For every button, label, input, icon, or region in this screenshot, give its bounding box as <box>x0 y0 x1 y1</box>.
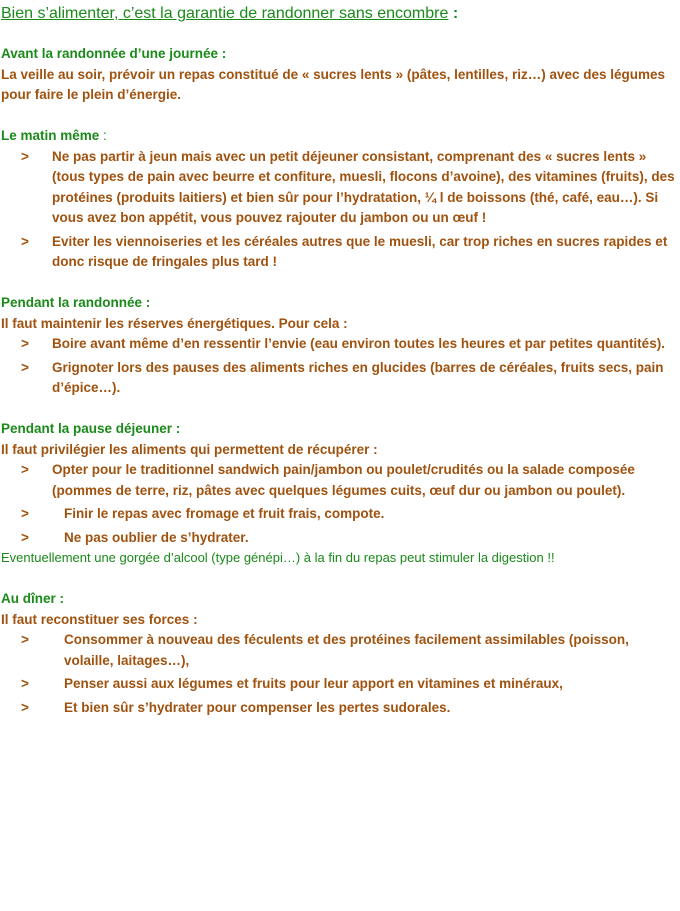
heading-matin-colon: : <box>99 128 107 143</box>
list-item-text: Boire avant même d’en ressentir l’envie (eau environ toutes les heures et par petites quantités). <box>52 336 665 351</box>
intro-pause: Il faut privilégier les aliments qui permettent de récupérer : <box>1 441 378 457</box>
spacer <box>1 569 680 590</box>
heading-pendant: Pendant la randonnée : <box>1 295 151 310</box>
list-item <box>1 504 680 525</box>
bullet-marker: > <box>21 336 29 351</box>
note-pause: Eventuellement une gorgée d’alcool (type génépi…) à la fin du repas peut stimuler la digestion !! <box>1 550 555 565</box>
list-item-text: Et bien sûr s’hydrater pour compenser les pertes sudorales. <box>64 699 451 715</box>
list-item <box>1 630 680 671</box>
list-item-text: Ne pas partir à jeun mais avec un petit déjeuner consistant, comprenant des « sucres lents » (tous types de pain avec beurre et confiture, muesli, flocons d’avoine), des vitamines (fruits), des protéines (produits laitiers) et bien sûr pour l’hydratation, ¼ l de boissons (thé, café, eau…). Si vous avez bon appétit, vous pouvez rajouter du jambon ou un œuf ! <box>52 148 675 225</box>
intro-diner: Il faut reconstituer ses forces : <box>1 611 198 627</box>
heading-diner: Au dîner : <box>1 591 64 606</box>
spacer <box>1 106 680 127</box>
heading-matin <box>1 126 680 147</box>
list-item-text: Ne pas oublier de s’hydrater. <box>64 529 249 545</box>
list-item <box>1 358 680 399</box>
bullet-marker: > <box>21 699 29 715</box>
list-item-text: Consommer à nouveau des féculents et des protéines facilement assimilables (poisson, volaille, laitages…), <box>64 632 629 668</box>
heading-pause: Pendant la pause déjeuner : <box>1 421 181 436</box>
heading-matin-label: Le matin même <box>1 128 100 143</box>
list-item <box>1 698 680 719</box>
list-item <box>1 528 680 549</box>
title-text: Bien s’alimenter, c’est la garantie de randonner sans encombre <box>1 5 449 22</box>
text-avant: La veille au soir, prévoir un repas constitué de « sucres lents » (pâtes, lentilles, riz…) avec des légumes pour faire le plein d’énergie. <box>1 66 666 102</box>
list-pendant <box>1 334 680 399</box>
section-diner <box>1 589 680 718</box>
bullet-marker: > <box>21 233 29 249</box>
list-matin <box>1 147 680 273</box>
list-item <box>1 334 680 355</box>
heading-avant: Avant la randonnée d’une journée : <box>1 46 227 61</box>
bullet-marker: > <box>21 632 29 647</box>
list-item-text: Eviter les viennoiseries et les céréales autres que le muesli, car trop riches en sucres rapides et donc risque de fringales plus tard ! <box>52 233 668 269</box>
section-pendant <box>1 293 680 399</box>
section-matin <box>1 126 680 273</box>
list-item-text: Penser aussi aux légumes et fruits pour leur apport en vitamines et minéraux, <box>64 676 563 691</box>
title-colon: : <box>448 5 459 22</box>
intro-pendant: Il faut maintenir les réserves énergétiques. Pour cela : <box>1 315 348 331</box>
bullet-marker: > <box>21 148 29 164</box>
list-item <box>1 147 680 229</box>
section-avant <box>1 44 680 106</box>
bullet-marker: > <box>21 506 29 521</box>
page-title <box>1 4 680 24</box>
bullet-marker: > <box>21 676 29 691</box>
spacer <box>1 273 680 294</box>
section-pause <box>1 419 680 569</box>
bullet-marker: > <box>21 359 29 375</box>
list-item-text: Opter pour le traditionnel sandwich pain/jambon ou poulet/crudités ou la salade composée (pommes de terre, riz, pâtes avec quelques légumes cuits, œuf dur ou jambon ou poulet). <box>52 462 635 498</box>
list-item <box>1 460 680 501</box>
list-pause <box>1 460 680 548</box>
list-item-text: Finir le repas avec fromage et fruit frais, compote. <box>64 506 385 521</box>
bullet-marker: > <box>21 462 29 477</box>
document-page <box>1 0 680 718</box>
bullet-marker: > <box>21 529 29 545</box>
list-item <box>1 674 680 695</box>
list-item <box>1 232 680 273</box>
list-diner <box>1 630 680 718</box>
spacer <box>1 399 680 420</box>
list-item-text: Grignoter lors des pauses des aliments riches en glucides (barres de céréales, fruits secs, pain d’épice…). <box>52 359 664 395</box>
